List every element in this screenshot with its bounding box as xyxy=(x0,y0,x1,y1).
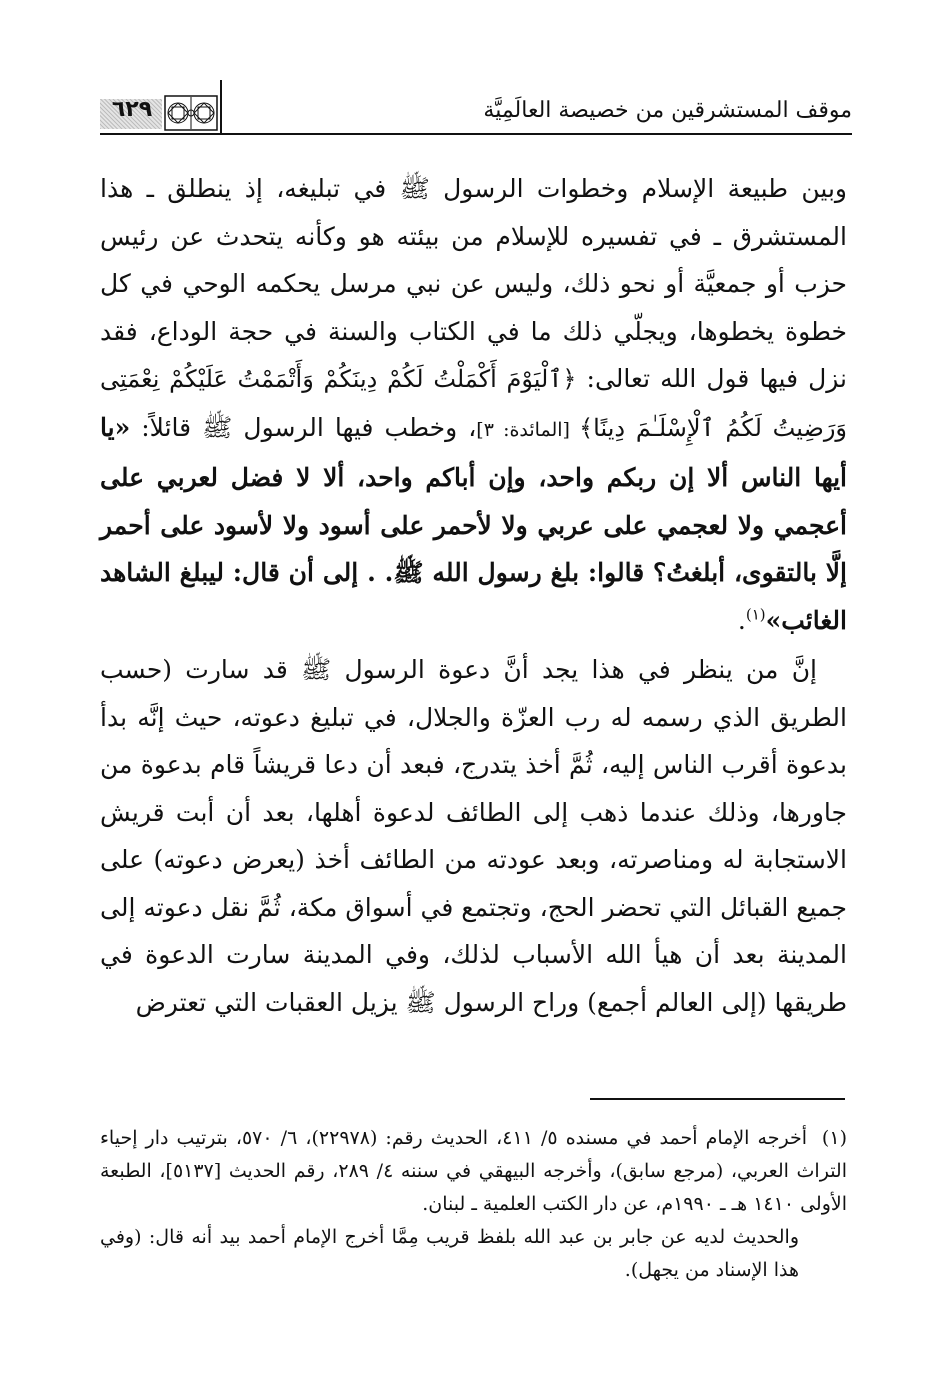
footnote-separator xyxy=(590,1098,845,1100)
main-text xyxy=(100,165,847,1026)
quran-verse: ﴿ٱلْيَوْمَ أَكْمَلْتُ لَكُمْ دِينَكُمْ وَأَتْمَمْتُ عَلَيْكُمْ نِعْمَتِى وَرَضِيتُ لَكُمُ ٱلْإِسْلَـٰمَ دِينًا﴾ xyxy=(100,365,848,442)
paragraph-2: إنَّ من ينظر في هذا يجد أنَّ دعوة الرسول ﷺ قد سارت (حسب الطريق الذي رسمه له رب العزّة والجلال، في تبليغ دعوته، حيث إنَّه بدأ بدعوة أقرب الناس إليه، ثُمَّ أخذ يتدرج، فبعد أن دعا قريشاً قام بدعوة من جاورها، وذلك عندما ذهب إلى الطائف لدعوة أهلها، بعد أن أبت قريش الاستجابة له ومناصرته، وبعد عودته من الطائف أخذ (يعرض دعوته) على جميع القبائل التي تحضر الحج، وتجتمع في أسواق مكة، ثُمَّ نقل دعوته إلى المدينة بعد أن هيأ الله الأسباب لذلك، وفي المدينة سارت الدعوة في طريقها (إلى العالم أجمع) وراح الرسول ﷺ يزيل العقبات التي تعترض xyxy=(100,655,847,1017)
page-header xyxy=(100,70,852,140)
footnotes xyxy=(100,1122,847,1287)
header-divider-vertical xyxy=(220,80,222,135)
paragraph-1 xyxy=(100,165,847,644)
footnote-number: (١) xyxy=(821,1127,847,1149)
running-title: موقف المستشرقين من خصيصة العالَمِيَّة xyxy=(483,98,852,123)
verse-reference: [المائدة: ٣] xyxy=(476,418,580,441)
page-number-box xyxy=(100,95,220,131)
footnote-1-continuation: والحديث لديه عن جابر بن عبد الله بلفظ قريب مِمَّا أخرج الإمام أحمد بيد أنه قال: (وفي هذا الإسناد من يجهل). xyxy=(100,1226,799,1281)
ornament-icon xyxy=(164,95,218,131)
hadith-quote: «يا أيها الناس ألا إن ربكم واحد، وإن أباكم واحد، ألا لا فضل لعربي على أعجمي ولا لعجمي على عربي ولا لأحمر على أسود ولا لأسود على أحمر إلَّا بالتقوى، أبلغتُ؟ قالوا: بلغ رسول الله ﷺ. . إلى أن قال: ليبلغ الشاهد الغائب» xyxy=(100,412,847,635)
footnote-marker: (١) xyxy=(745,605,766,624)
paragraph-1-intro: وبين طبيعة الإسلام وخطوات الرسول ﷺ في تبليغه، إذ ينطلق ـ هذا المستشرق ـ في تفسيره للإسلام من بيئته هو وكأنه يتحدث عن رئيس حزب أو جمعيَّة أو نحو ذلك، وليس عن نبي مرسل يحكمه الوحي في كل خطوة يخطوها، ويجلّي ذلك ما في الكتاب والسنة في حجة الوداع، فقد نزل فيها قول الله تعالى: xyxy=(100,174,848,393)
header-rule xyxy=(100,133,852,135)
paragraph-1-end: . xyxy=(737,605,746,635)
footnote-1 xyxy=(100,1122,847,1221)
paragraph-1-mid: ، وخطب فيها الرسول ﷺ قائلاً: xyxy=(130,412,477,442)
page-number: ٦٢٩ xyxy=(111,97,153,122)
footnote-1-text: أخرجه الإمام أحمد في مسنده ٥/ ٤١١، الحديث رقم: (٢٢٩٧٨)، ٦/ ٥٧٠، بترتيب دار إحياء التراث العربي، (مرجع سابق)، وأخرجه البيهقي في سننه ٤/ ٢٨٩، رقم الحديث [٥١٣٧]، الطبعة الأولى ١٤١٠ هـ ـ ١٩٩٠م، عن دار الكتب العلمية ـ لبنان. xyxy=(100,1127,847,1215)
